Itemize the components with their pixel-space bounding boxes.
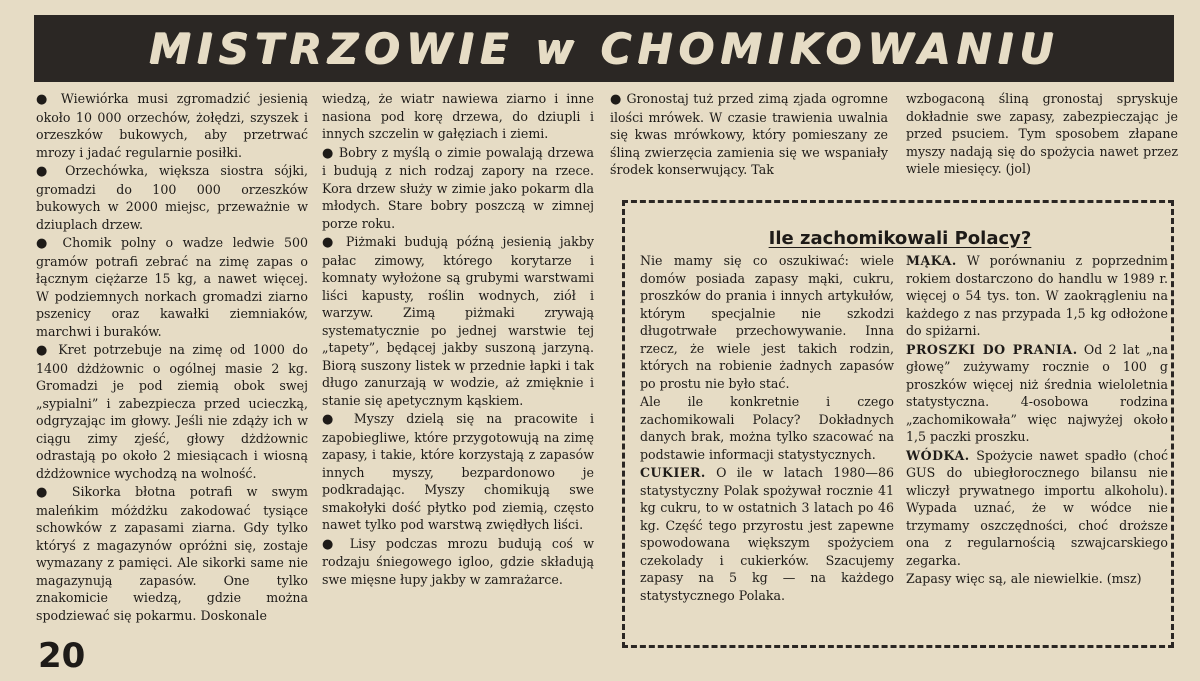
- paragraph-beavers: ● Bobry z myślą o zimie powalają drzewa i budują z nich rodzaj zapory na rzece. Kora drzew służy w zimie jako pokarm dla młodych. Stare bobry poszczą w zimnej porze roku.: [322, 144, 595, 231]
- box-vodka: WÓDKA. Spożycie nawet spadło (choć GUS do ubiegłorocznego bilansu nie wliczył prywatnego importu alkoholu). Wypada uznać, że w wódce nie trzymamy oszczędności, choć droższe ona z regularnością szwajcarskiego zegarka.: [906, 447, 1168, 568]
- box-closing: Zapasy więc są, ale niewielkie. (msz): [906, 571, 1142, 586]
- paragraph-squirrel: ● Wiewiórka musi zgromadzić jesienią około 10 000 orzechów, żołędzi, szyszek i orzeszków bukowych, aby przetrwać mrozy i jadać regularnie posiłki.: [36, 91, 308, 160]
- paragraph-tit: ● Sikorka błotna potrafi w swym maleńkim móżdżku zakodować tysiące schowków z zapasami ziarna. Gdy tylko któryś z magazynów opróżni się, zostaje wymazany z pamięci. Ale sikorki same nie magazynują zapasów. One tylko znakomicie wiedzą, gdzie można spodziewać się pokarmu. Doskonale: [36, 484, 308, 623]
- paragraph-tit-continued: wiedzą, że wiatr nawiewa ziarno i inne nasiona pod korę drzewa, do dziupli i innych szczelin w gałęziach i ziemi.: [322, 91, 594, 141]
- box-flour: MĄKA. W porównaniu z poprzednim rokiem dostarczono do handlu w 1989 r. więcej o 54 tys. ton. W zaokrągleniu na każdego z nas przypada 1,5 kg odłożone do spiżarni.: [906, 253, 1168, 338]
- box-question: Ale ile konkretnie i czego zachomikowali Polacy? Dokładnych danych brak, można tylko szacować na podstawie informacji statystycznych.: [640, 394, 894, 462]
- box-intro: Nie mamy się co oszukiwać: wiele domów posiada zapasy mąki, cukru, proszków do prania i innych artykułów, którym specjalnie nie szkodzi długotrwałe przechowywanie. Inna rzecz, że wiele jest takich rodzin, których na robienie żadnych zapasów po prostu nie było stać.: [640, 253, 894, 391]
- paragraph-stoat-continued: wzbogaconą śliną gronostaj spryskuje dokładnie swe zapasy, zabezpieczając je przed psuciem. Tym sposobem złapane myszy nadają się do spożycia nawet przez wiele miesięcy. (jol): [906, 91, 1178, 176]
- label-detergent: PROSZKI DO PRANIA.: [906, 341, 1078, 357]
- paragraph-stoat: ● Gronostaj tuż przed zimą zjada ogromne ilości mrówek. W czasie trawienia uwalnia się kwas mrówkowy, który pomieszany ze śliną zwierzęcia zamienia się we wspaniały środek konserwujący. Tak: [610, 91, 888, 177]
- bullet-icon: ●: [36, 164, 55, 179]
- label-sugar: CUKIER.: [640, 465, 706, 480]
- paragraph-muskrats: ● Piżmaki budują późną jesienią jakby pałac zimowy, którego korytarze i komnaty wyłożone są grubymi warstwami liści kapusty, roślin wodnych, ziół i warzyw. Zimą piżmaki zrywają systematycznie po jednej warstwie tej „tapety”, będącej jakby suszoną jarzyną. Biorą suszony listek w przednie łapki i tak długo zanurzają w wodzie, aż zmięknie i stanie się apetycznym kąskiem.: [322, 234, 594, 408]
- bullet-icon: ●: [322, 412, 342, 427]
- paragraph-foxes: ● Lisy podczas mrozu budują coś w rodzaju śniegowego igloo, gdzie składują swe mięsne łupy jakby w zamrażarce.: [322, 535, 594, 587]
- label-flour: MĄKA.: [906, 253, 957, 268]
- article-title: MISTRZOWIE w CHOMIKOWANIU: [148, 24, 1060, 73]
- box-title: Ile zachomikowali Polacy?: [768, 228, 1032, 249]
- box-column-2: [906, 252, 1168, 588]
- box-column-1: [640, 252, 894, 604]
- label-vodka: WÓDKA.: [906, 447, 970, 463]
- bullet-icon: ●: [36, 485, 58, 500]
- bullet-icon: ●: [322, 235, 338, 250]
- paragraph-mice: ● Myszy dzielą się na pracowite i zapobiegliwe, które przygotowują na zimę zapasy, i takie, które korzystają z zapasów innych myszy, bezpardonowo je podkradając. Myszy chomikują swe smakołyki dość płytko pod ziemią, często nawet tylko pod warstwą zwiędłych liści.: [322, 411, 595, 532]
- column-4: [906, 90, 1178, 178]
- column-2: [322, 90, 594, 588]
- bullet-icon: ●: [610, 92, 622, 107]
- box-sugar: CUKIER. O ile w latach 1980—86 statystyczny Polak spożywał rocznie 41 kg cukru, to w ostatnich 3 latach po 46 kg. Część tego przyrostu jest zapewne spowodowana większym spożyciem czekolady i cukierków. Szacujemy zapasy na 5 kg — na każdego statystycznego Polaka.: [640, 465, 894, 603]
- box-detergent: PROSZKI DO PRANIA. Od 2 lat „na głowę” zużywamy rocznie o 100 g proszków więcej niż średnia wieloletnia statystyczna. 4-osobowa rodzina „zachomikowała” więc najwyżej około 1,5 paczki proszku.: [906, 341, 1168, 444]
- page-number: 20: [38, 636, 86, 676]
- bullet-icon: ●: [36, 92, 53, 107]
- column-3: [610, 90, 888, 179]
- paragraph-nutcracker: ● Orzechówka, większa siostra sójki, gromadzi do 100 000 orzeszków bukowych w 2000 miejsc, przeważnie w dziuplach drzew.: [36, 163, 308, 232]
- paragraph-mole: ● Kret potrzebuje na zimę od 1000 do 1400 dżdżownic o ogólnej masie 2 kg. Gromadzi je pod ziemią obok swej „sypialni” i zabezpiecza przed ucieczką, odgryzając im głowy. Jeśli nie zdąży ich w ciągu zimy zjeść, głowy dżdżownic odrastają po około 2 miesiącach i wiosną dżdżownice wychodzą na wolność.: [36, 342, 308, 481]
- paragraph-hamster: ● Chomik polny o wadze ledwie 500 gramów potrafi zebrać na zimę zapas o łącznym ciężarze 15 kg, a nawet więcej. W podziemnych norkach gromadzi ziarno pszenicy oraz kawałki ziemniaków, marchwi i buraków.: [36, 235, 308, 339]
- column-1: [36, 90, 308, 624]
- title-banner: [34, 15, 1174, 82]
- bullet-icon: ●: [36, 236, 53, 251]
- bullet-icon: ●: [36, 343, 51, 358]
- bullet-icon: ●: [322, 145, 335, 161]
- bullet-icon: ●: [322, 536, 340, 552]
